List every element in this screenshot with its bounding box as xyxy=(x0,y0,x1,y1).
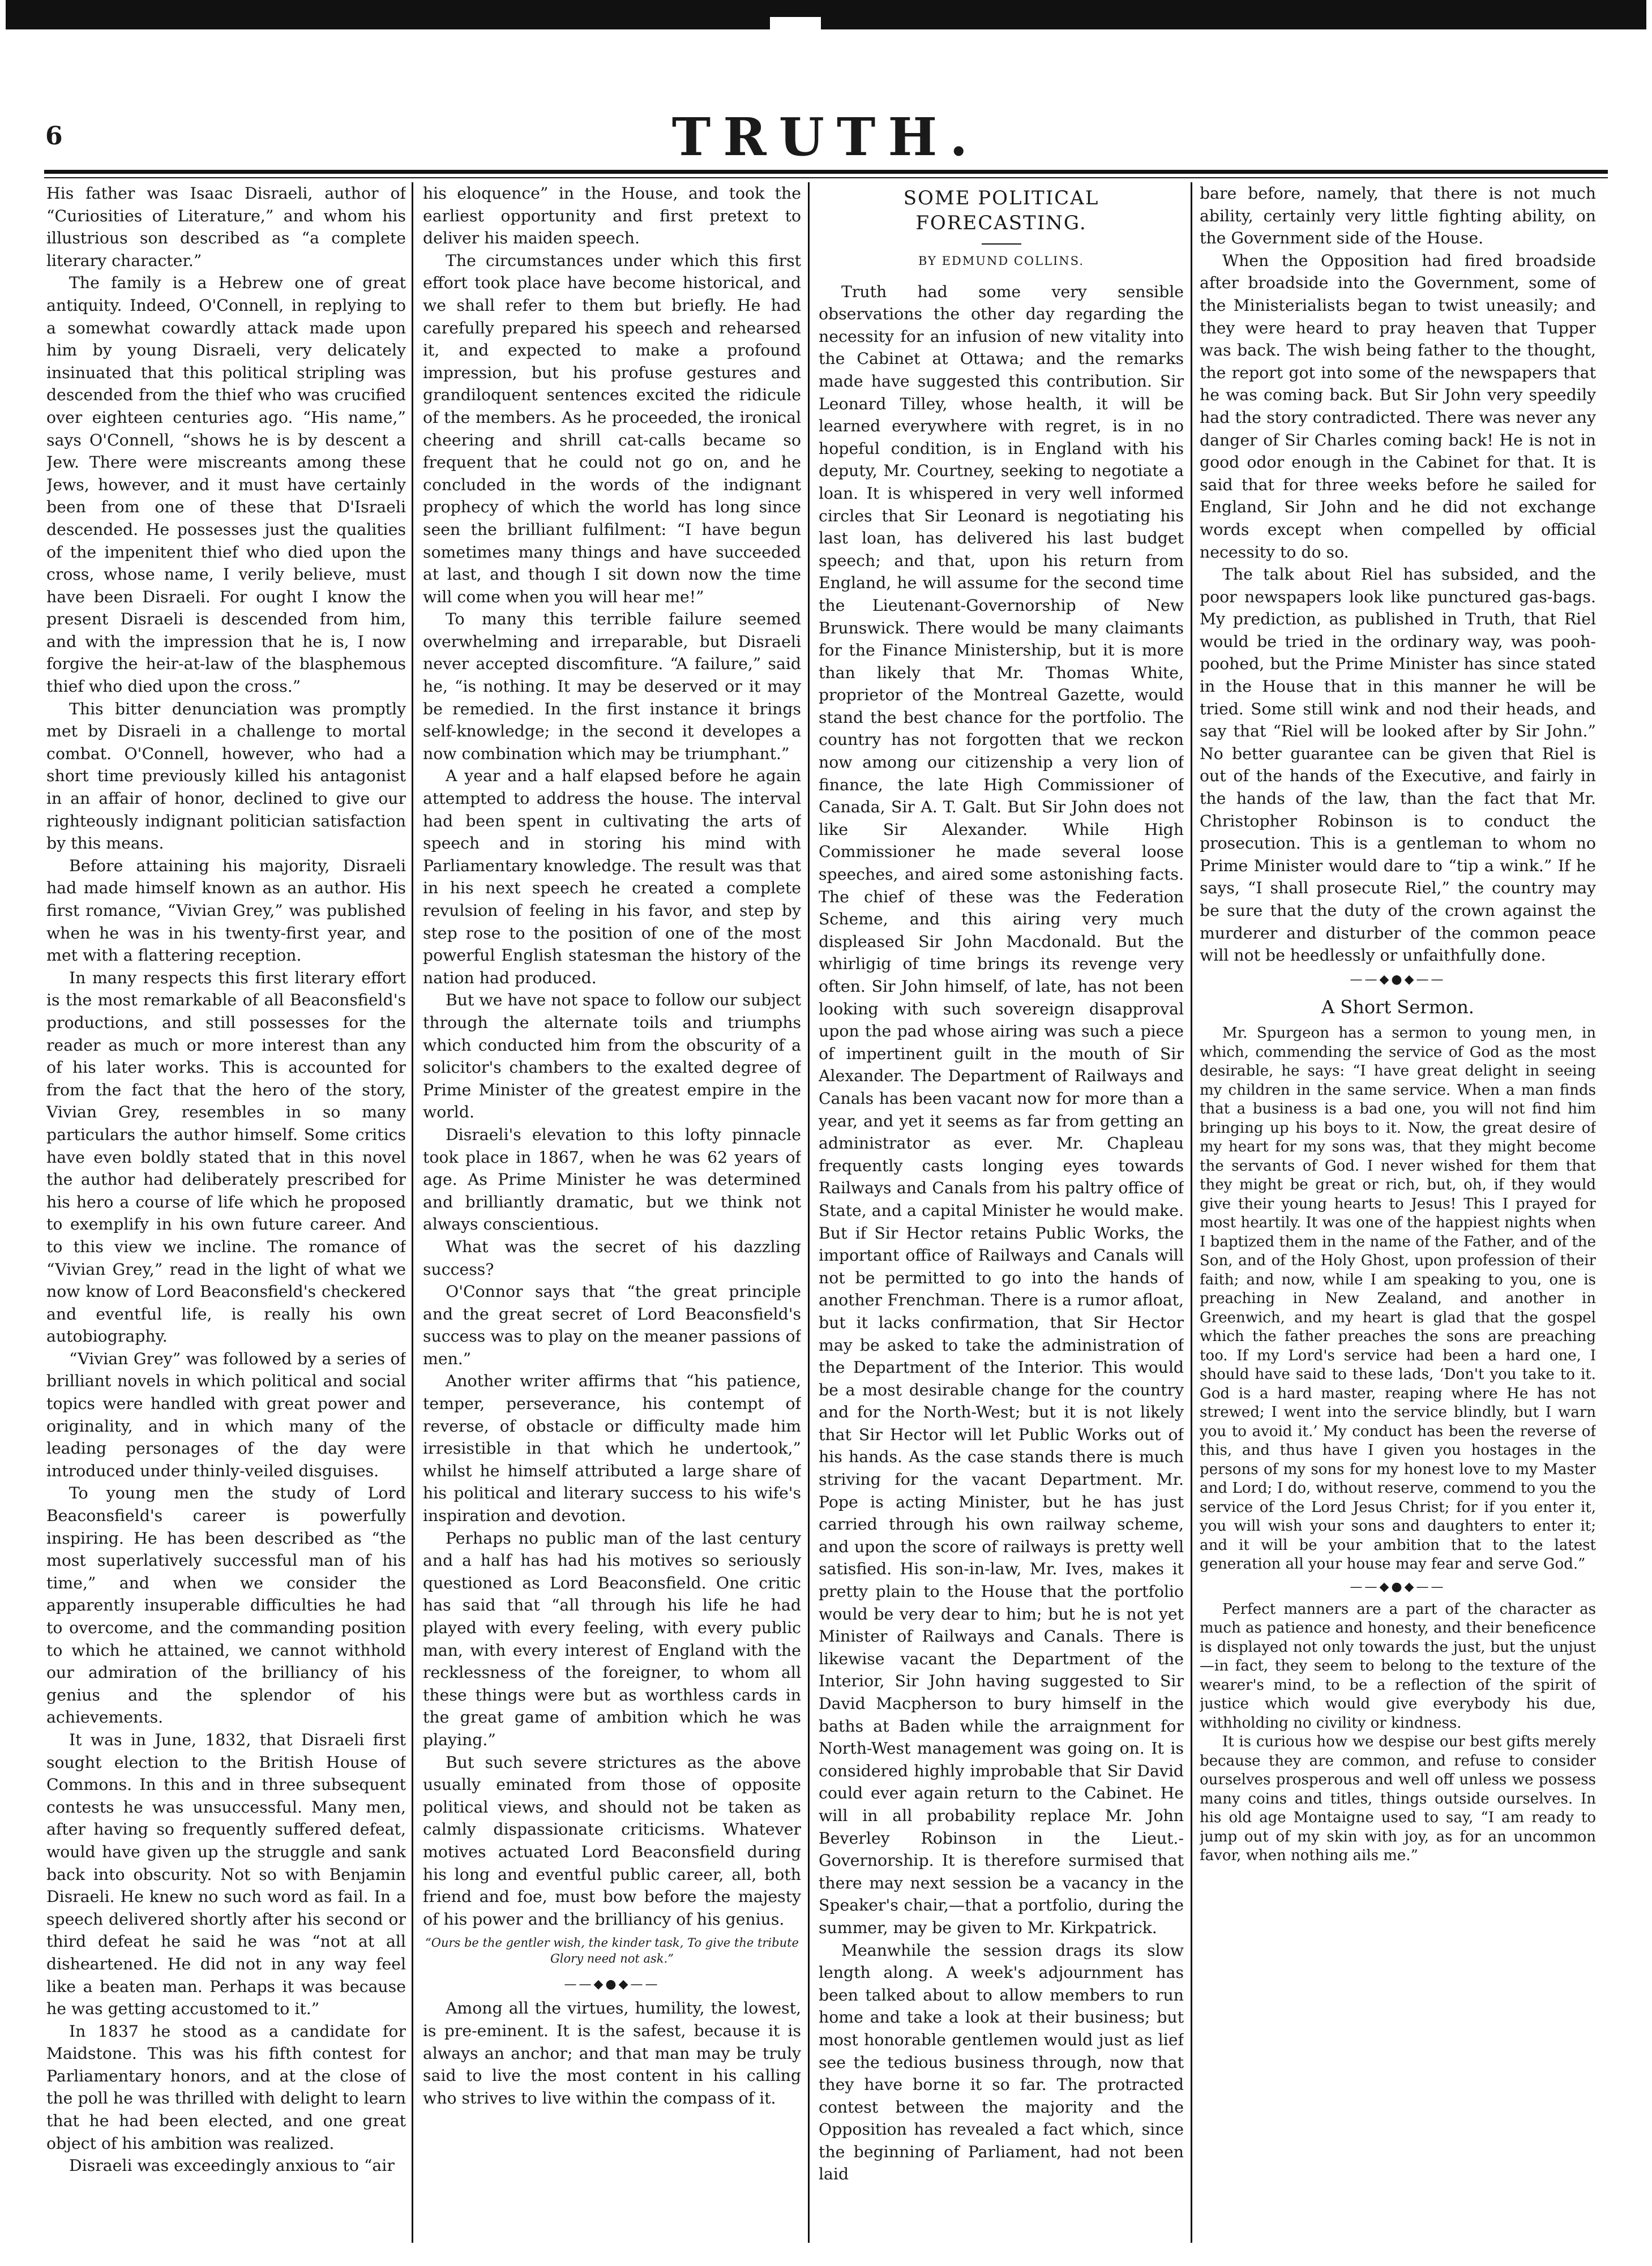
masthead-rule-thin xyxy=(44,177,1608,178)
ornament-divider: ——◆●◆—— xyxy=(1350,1580,1446,1595)
paragraph: It is curious how we despise our best gifts merely because they are common, and refuse to consider ourselves prosperous and well off unless we possess many coins and titles, things outside ourselves. In his old age Montaigne used to say, “I am ready to jump out of my skin with joy, as for an uncommon favor, when nothing ails me.” xyxy=(1200,1733,1596,1865)
paragraph: Before attaining his majority, Disraeli had made himself known as an author. His first romance, “Vivian Grey,” was published when he was in his twenty-first year, and met with a flattering reception. xyxy=(46,856,406,965)
masthead-title: TRUTH. xyxy=(671,106,981,168)
paragraph: O'Connor says that “the great principle and the great secret of Lord Beaconsfield's success was to play on the meaner passions of men.” xyxy=(423,1282,801,1368)
paragraph: It was in June, 1832, that Disraeli first sought election to the British House of Commons. In this and in three subsequent contests he was unsuccessful. Many men, after having so frequently suffered defeat, would have given up the struggle and sank back into obscurity. Not so with Benjamin Disraeli. He knew no such word as fail. In a speech delivered shortly after his second or third defeat he said he was “not at all disheartened. He did not in any way feel like a beaten man. Perhaps it was because he was getting accustomed to it.” xyxy=(46,1730,406,2019)
paragraph: The circumstances under which this first effort took place have become historical, and we shall refer to them but briefly. He had carefully prepared his speech and rehearsed it, and expected to make a profound impression, but his profuse gestures and grandiloquent sentences excited the ridicule of the members. As he proceeded, the ironical cheering and shrill cat-calls became so frequent that he could not go on, and he concluded in the words of the indignant prophecy of which the world has long since seen the brilliant fulfilment: “I have begun sometimes many things and have succeeded at last, and though I sit down now the time will come when you will hear me!” xyxy=(423,251,801,606)
paragraph: This bitter denunciation was promptly met by Disraeli in a challenge to mortal combat. O'Connell, however, who had a short time previously killed his antagonist in an affair of honor, declined to give our righteously indignant politician satisfaction by this means. xyxy=(46,699,406,853)
paragraph: his eloquence” in the House, and took the earliest opportunity and first pretext to deliver his maiden speech. xyxy=(423,184,801,248)
section-subhead: A Short Sermon. xyxy=(1321,996,1474,1018)
paragraph: To young men the study of Lord Beaconsfield's career is powerfully inspiring. He has been described as “the most superlatively successful man of his time,” and when we consider the apparently insuperable difficulties he had to overcome, and the commanding position to which he attained, we cannot withhold our admiration of the brilliancy of his genius and the splendor of his achievements. xyxy=(46,1484,406,1727)
paragraph: When the Opposition had fired broadside after broadside into the Government, some of the Ministerialists began to twist uneasily; and they were heard to pray heaven that Tupper was back. The wish being father to the thought, the report got into some of the newspapers that he was coming back. But Sir John very speedily had the story contradicted. There was never any danger of Sir Charles coming back! He is not in good odor enough in the Cabinet for that. It is said that for three weeks before he sailed for England, Sir John and he did not exchange words except when compelled by official necessity to do so. xyxy=(1200,251,1596,562)
page-number: 6 xyxy=(45,122,63,151)
article-headline: SOME POLITICAL FORECASTING. xyxy=(903,187,1099,234)
article-columns xyxy=(46,182,1615,2243)
column-1 xyxy=(46,182,406,2243)
scan-border-gap xyxy=(770,17,821,29)
scan-top-border xyxy=(6,0,1646,29)
column-2 xyxy=(423,182,801,2243)
paragraph: In many respects this first literary effort is the most remarkable of all Beaconsfield's productions, and still possesses for the reader as much or more interest than any of his later works. This is accounted for from the fact that the hero of the story, Vivian Grey, resembles in so many particulars the author himself. Some critics have even boldly stated that in this novel the author had deliberately prescribed for his hero a course of life which he proposed to exemplify in his own future career. And to this view we incline. The romance of “Vivian Grey,” read in the light of what we now know of Lord Beaconsfield's checkered and eventful life, is really his own autobiography. xyxy=(46,968,406,1346)
paragraph: Mr. Spurgeon has a sermon to young men, in which, commending the service of God as the most desirable, he says: “I have great delight in seeing my children in the same service. When a man finds that a business is a bad one, you will not find him bringing up his boys to it. Now, the great desire of my heart for my sons was, that they might become the servants of God. I never wished for them that they might be great or rich, but, oh, if they would give their young hearts to Jesus! This I prayed for most heartily. It was one of the happiest nights when I baptized them in the name of the Father, and of the Son, and of the Holy Ghost, upon profession of their faith; and now, while I am speaking to you, one is preaching in New Zealand, and another in Greenwich, and my heart is glad that the gospel which the father preaches the sons are preaching too. If my Lord's service had been a hard one, I should have said to these lads, ‘Don't you take to it. God is a hard master, reaping where He has not strewed; I went into the service blindly, but I warn you to avoid it.’ My conduct has been the reverse of this, and thus have I given you hostages in the persons of my sons for my honest love to my Master and Lord; I do, without reserve, commend to you the service of the Lord Jesus Christ; for if you enter it, you will wish your sons and daughters to enter it; and it will be your ambition that to the latest generation all your house may fear and serve God.” xyxy=(1200,1025,1596,1573)
column-4 xyxy=(1200,182,1596,2243)
paragraph: bare before, namely, that there is not much ability, certainly very little fighting ability, on the Government side of the House. xyxy=(1200,184,1596,248)
masthead-rule-thick xyxy=(44,170,1608,174)
paragraph: Perhaps no public man of the last century and a half has had his motives so seriously questioned as Lord Beaconsfield. One critic has said that “all through his life he had played with every feeling, with every public man, with every interest of England with the recklessness of the foreigner, to whom all these things were but as worthless cards in the great game of ambition which he was playing.” xyxy=(423,1528,801,1749)
ornament-divider: ——◆●◆—— xyxy=(1350,972,1446,987)
paragraph: Among all the virtues, humility, the lowest, is pre-eminent. It is the safest, because it is always an anchor; and that man may be truly said to live the most content in his calling who strives to live within the compass of it. xyxy=(423,1999,801,2107)
paragraph: To many this terrible failure seemed overwhelming and irreparable, but Disraeli never accepted discomfiture. “A failure,” said he, “is nothing. It may be deserved or it may be remedied. In the first instance it brings self-knowledge; in the second it developes a now combination which may be triumphant.” xyxy=(423,610,801,763)
paragraph: What was the secret of his dazzling success? xyxy=(423,1237,801,1279)
paragraph: But such severe strictures as the above usually eminated from those of opposite political views, and should not be taken as calmly dispassionate criticisms. Whatever motives actuated Lord Beaconsfield during his long and eventful public career, all, both friend and foe, must bow before the majesty of his power and the brilliancy of his genius. xyxy=(423,1753,801,1929)
paragraph: Another writer affirms that “his patience, temper, perseverance, his contempt of reverse, of obstacle or difficulty made him irresistible in that which he undertook,” whilst he himself attributed a large share of his political and literary success to his wife's inspiration and devotion. xyxy=(423,1372,801,1526)
paragraph: The talk about Riel has subsided, and the poor newspapers look like punctured gas-bags. My prediction, as published in Truth, that Riel would be tried in the ordinary way, was pooh-poohed, but the Prime Minister has since stated in the House that in this manner he will be tried. Some still wink and nod their heads, and say that “Riel will be looked after by Sir John.” No better guarantee can be given that Riel is out of the hands of the Executive, and fairly in the hands of the law, than the fact that Mr. Christopher Robinson is to conduct the prosecution. This is a gentleman to whom no Prime Minister would dare to “tip a wink.” If he says, “I shall prosecute Riel,” the country may be sure that the duty of the crown against the murderer and disturber of the common peace will not be heedlessly or unfaithfully done. xyxy=(1200,565,1596,965)
verse-quote: “Ours be the gentler wish, the kinder task, To give the tribute Glory need not ask.” xyxy=(425,1936,799,1966)
paragraph: The family is a Hebrew one of great antiquity. Indeed, O'Connell, in replying to a somewhat cowardly attack made upon him by young Disraeli, very delicately insinuated that this political stripling was descended from the thief who was crucified over eighteen centuries ago. “His name,” says O'Connell, “shows he is by descent a Jew. There were miscreants among these Jews, however, and it must have certainly been from one of these that D'Israeli descended. He possesses just the qualities of the impenitent thief who died upon the cross, whose name, I verily believe, must have been Disraeli. For ought I know the present Disraeli is descended from him, and with the impression that he is, I now forgive the heir-at-law of the blasphemous thief who died upon the cross.” xyxy=(46,273,406,696)
article-byline: BY EDMUND COLLINS. xyxy=(918,254,1084,268)
column-3 xyxy=(819,182,1184,2243)
ornament-divider: ——◆●◆—— xyxy=(564,1977,660,1991)
paragraph: Disraeli's elevation to this lofty pinnacle took place in 1867, when he was 62 years of age. As Prime Minister he was determined and brilliantly dramatic, but we think not always conscientious. xyxy=(423,1125,801,1234)
paragraph: In 1837 he stood as a candidate for Maidstone. This was his fifth contest for Parliamentary honors, and at the close of the poll he was thrilled with delight to learn that he had been elected, and one great object of his ambition was realized. xyxy=(46,2021,406,2153)
paragraph: “Vivian Grey” was followed by a series of brilliant novels in which political and social topics were handled with great power and originality, and in which many of the leading personages of the day were introduced under thinly-veiled disguises. xyxy=(46,1349,406,1480)
headline-dash xyxy=(982,243,1021,245)
paragraph: Disraeli was exceedingly anxious to “air xyxy=(69,2156,395,2175)
paragraph: Truth had some very sensible observations the other day regarding the necessity for an infusion of new vitality into the Cabinet at Ottawa; and the remarks made have suggested this contribution. Sir Leonard Tilley, whose health, it will be learned everywhere with regret, is in no hopeful condition, is in England with his deputy, Mr. Courtney, seeking to negotiate a loan. It is whispered in very well informed circles that Sir Leonard is negotiating his last loan, has delivered his last budget speech; and that, upon his return from England, he will assume for the second time the Lieutenant-Governorship of New Brunswick. There would be many claimants for the Finance Ministership, but it is more than likely that Mr. Thomas White, proprietor of the Montreal Gazette, would stand the best chance for the portfolio. The country has not forgotten that we reckon now among our citizenship a very lion of finance, the late High Commissioner of Canada, Sir A. T. Galt. But Sir John does not like Sir Alexander. While High Commissioner he made several loose speeches, and aired some astonishing facts. The chief of these was the Federation Scheme, and this airing very much displeased Sir John Macdonald. But the whirligig of time brings its revenge very often. Sir John himself, of late, has not been looking with such sovereign disapproval upon the pad whose airing was such a piece of impertinent guilt in the mouth of Sir Alexander. The Department of Railways and Canals has been vacant now for more than a year, and yet it seems as far from getting an administrator as ever. Mr. Chapleau frequently casts longing eyes towards Railways and Canals from his paltry office of State, and a capital Minister he would make. But if Sir Hector retains Public Works, the important office of Railways and Canals will not be permitted to go into the hands of another Frenchman. There is a rumor afloat, but it lacks confirmation, that Sir Hector may be asked to take the administration of the Department of the Interior. This would be a most desirable change for the country and for the North-West; but it is not likely that Sir Hector will let Public Works out of his hands. As the case stands there is much striving for the vacant Department. Mr. Pope is acting Minister, but he has just carried through his own railway scheme, and upon the score of railways is pretty well satisfied. His son-in-law, Mr. Ives, makes it pretty plain to the House that the portfolio would be very dear to him; but he is not yet Minister of Railways and Canals. There is likewise vacant the Department of the Interior, Sir John having suggested to Sir David Macpherson to bury himself in the baths at Baden while the arraignment for North-West management was going on. It is considered highly improbable that Sir David could ever again return to the Cabinet. He will in all probability replace Mr. John Beverley Robinson in the Lieut.-Governorship. It is therefore surmised that there may next session be a vacancy in the Speaker's chair,—that a portfolio, during the summer, may be given to Mr. Kirkpatrick. xyxy=(819,282,1184,1937)
paragraph: But we have not space to follow our subject through the alternate toils and triumphs which conducted him from the obscurity of a solicitor's chambers to the exalted degree of Prime Minister of the greatest empire in the world. xyxy=(423,991,801,1122)
paragraph: Meanwhile the session drags its slow length along. A week's adjournment has been talked about to allow members to run home and take a look at their business; but most honorable gentlemen would just as lief see the tedious business through, now that they have borne it so far. The protracted contest between the majority and the Opposition has revealed a fact which, since the beginning of Parliament, had not been laid xyxy=(819,1941,1184,2184)
paragraph: Perfect manners are a part of the character as much as patience and honesty, and their beneficence is displayed not only towards the just, but the unjust—in fact, they seem to belong to the texture of the wearer's mind, to be a reflection of the spirit of justice which would give everybody his due, withholding no civility or kindness. xyxy=(1200,1600,1596,1732)
paragraph: A year and a half elapsed before he again attempted to address the house. The interval had been spent in cultivating the arts of speech and in storing his mind with Parliamentary knowledge. The result was that in his next speech he created a complete revulsion of feeling in his favor, and step by step rose to the position of one of the most powerful English statesman the history of the nation had produced. xyxy=(423,766,801,987)
paragraph: His father was Isaac Disraeli, author of “Curiosities of Literature,” and whom his illustrious son described as “a complete literary character.” xyxy=(46,184,406,270)
